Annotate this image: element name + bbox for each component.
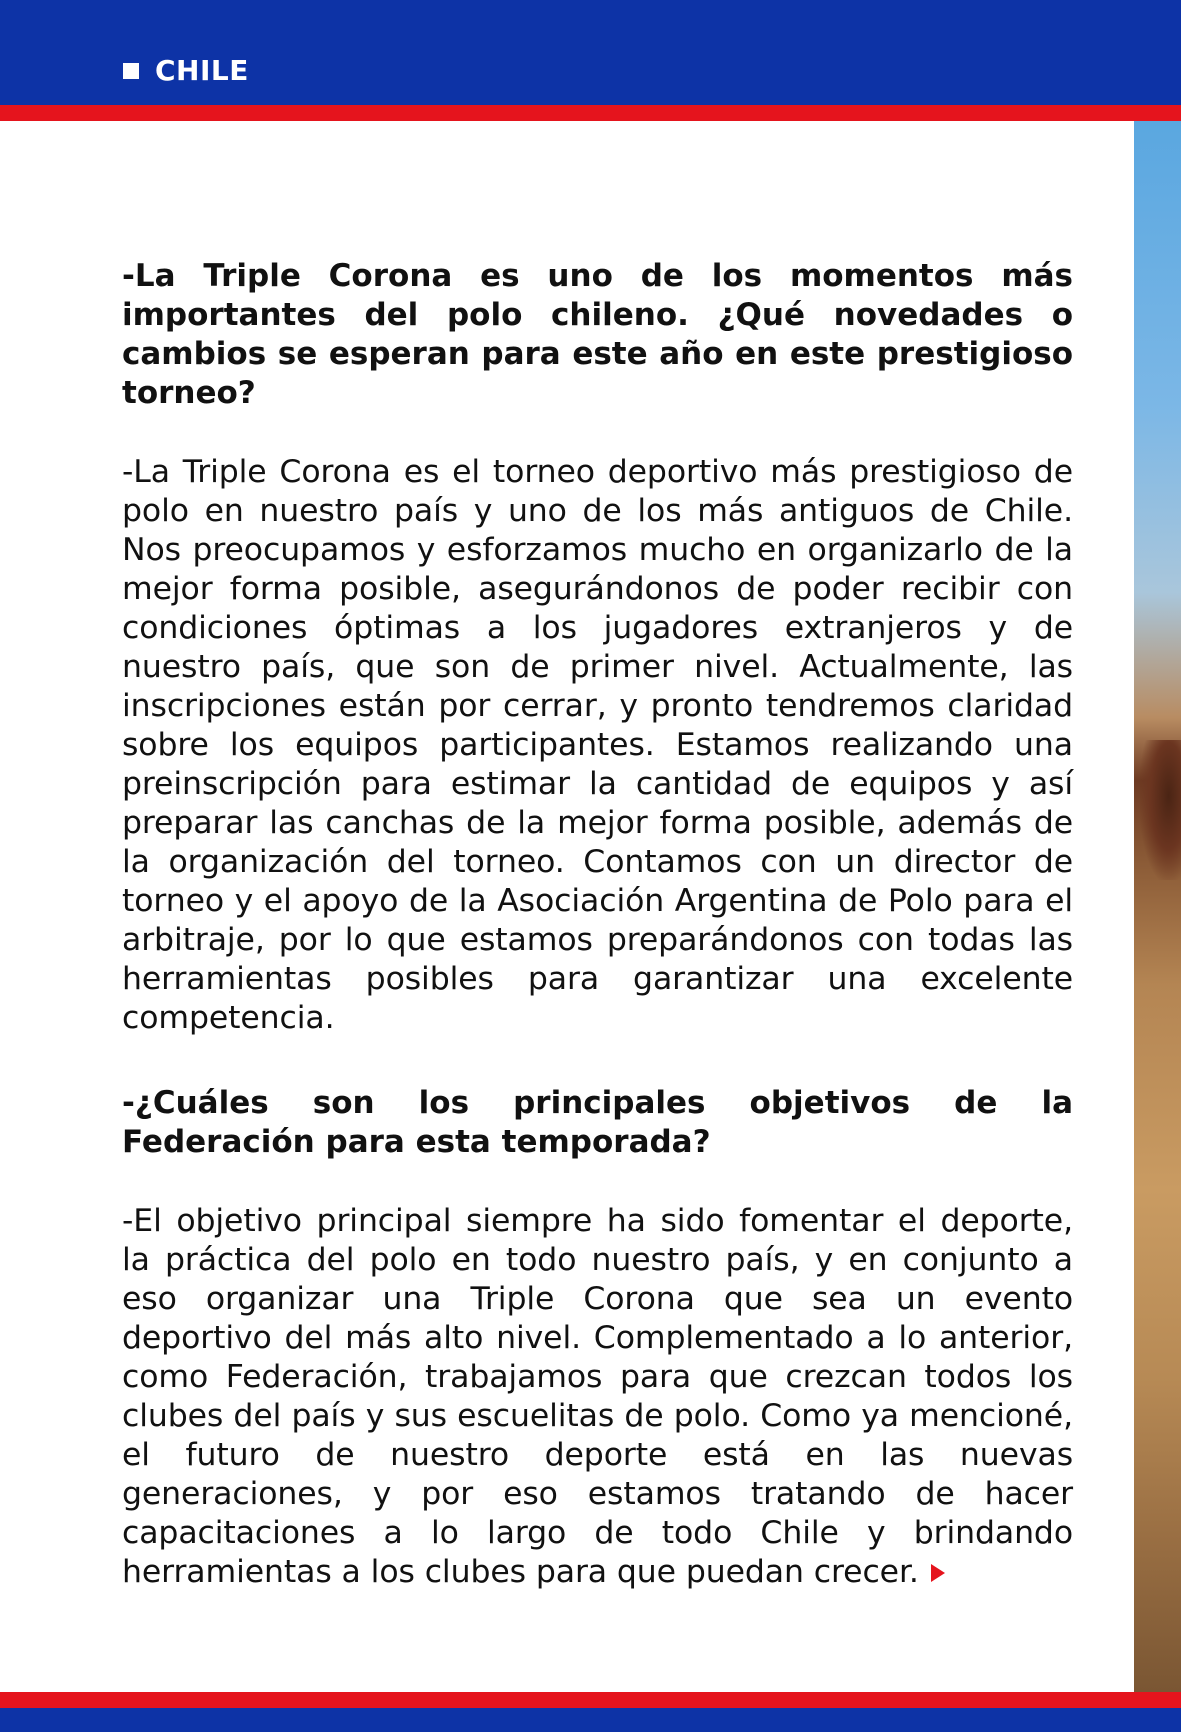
- footer-bar: [0, 1708, 1181, 1732]
- section-title: CHILE: [155, 54, 249, 87]
- answer-1: -La Triple Corona es el torneo deportivo más prestigioso de polo en nuestro país y uno de los más antiguos de Chile. Nos preocupamos y esforzamos mucho en organizarlo de la mejor forma posible, asegurándonos de poder recibir con condiciones óptimas a los jugadores extranjeros y de nuestro país, que son de primer nivel. Actualmente, las inscripciones están por cerrar, y pronto tendremos claridad sobre los equipos participantes. Estamos realizando una preinscripción para estimar la cantidad de equipos y así preparar las canchas de la mejor forma posible, además de la organización del torneo. Contamos con un director de torneo y el apoyo de la Asociación Argentina de Polo para el arbitraje, por lo que estamos preparándonos con todas las herramientas posibles para garantizar una excelente competencia.: [122, 454, 1073, 1036]
- question-1: -La Triple Corona es uno de los momentos más importantes del polo chileno. ¿Qué novedades o cambios se esperan para este año en este prestigioso torneo?: [122, 258, 1073, 411]
- article: [122, 257, 1073, 1592]
- triangle-right-icon: [931, 1564, 945, 1582]
- side-photo-horse: [1140, 740, 1181, 880]
- square-icon: [123, 63, 139, 79]
- answer-2: -El objetivo principal siempre ha sido fomentar el deporte, la práctica del polo en todo nuestro país, y en conjunto a eso organizar una Triple Corona que sea un evento deportivo del más alto nivel. Complementado a lo anterior, como Federación, trabajamos para que crezcan todos los clubes del país y sus escuelitas de polo. Como ya mencioné, el futuro de nuestro deporte está en las nuevas generaciones, y por eso estamos tratando de hacer capacitaciones a lo largo de todo Chile y brindando herramientas a los clubes para que puedan crecer.: [122, 1203, 1073, 1590]
- question-2: -¿Cuáles son los principales objetivos de la Federación para esta temporada?: [122, 1085, 1073, 1160]
- header-stripe: [0, 105, 1181, 121]
- answer-2-block: [122, 1202, 1073, 1592]
- side-photo: [1134, 121, 1181, 1692]
- section-label: [123, 54, 249, 87]
- footer-stripe: [0, 1692, 1181, 1708]
- header-bar: [0, 0, 1181, 105]
